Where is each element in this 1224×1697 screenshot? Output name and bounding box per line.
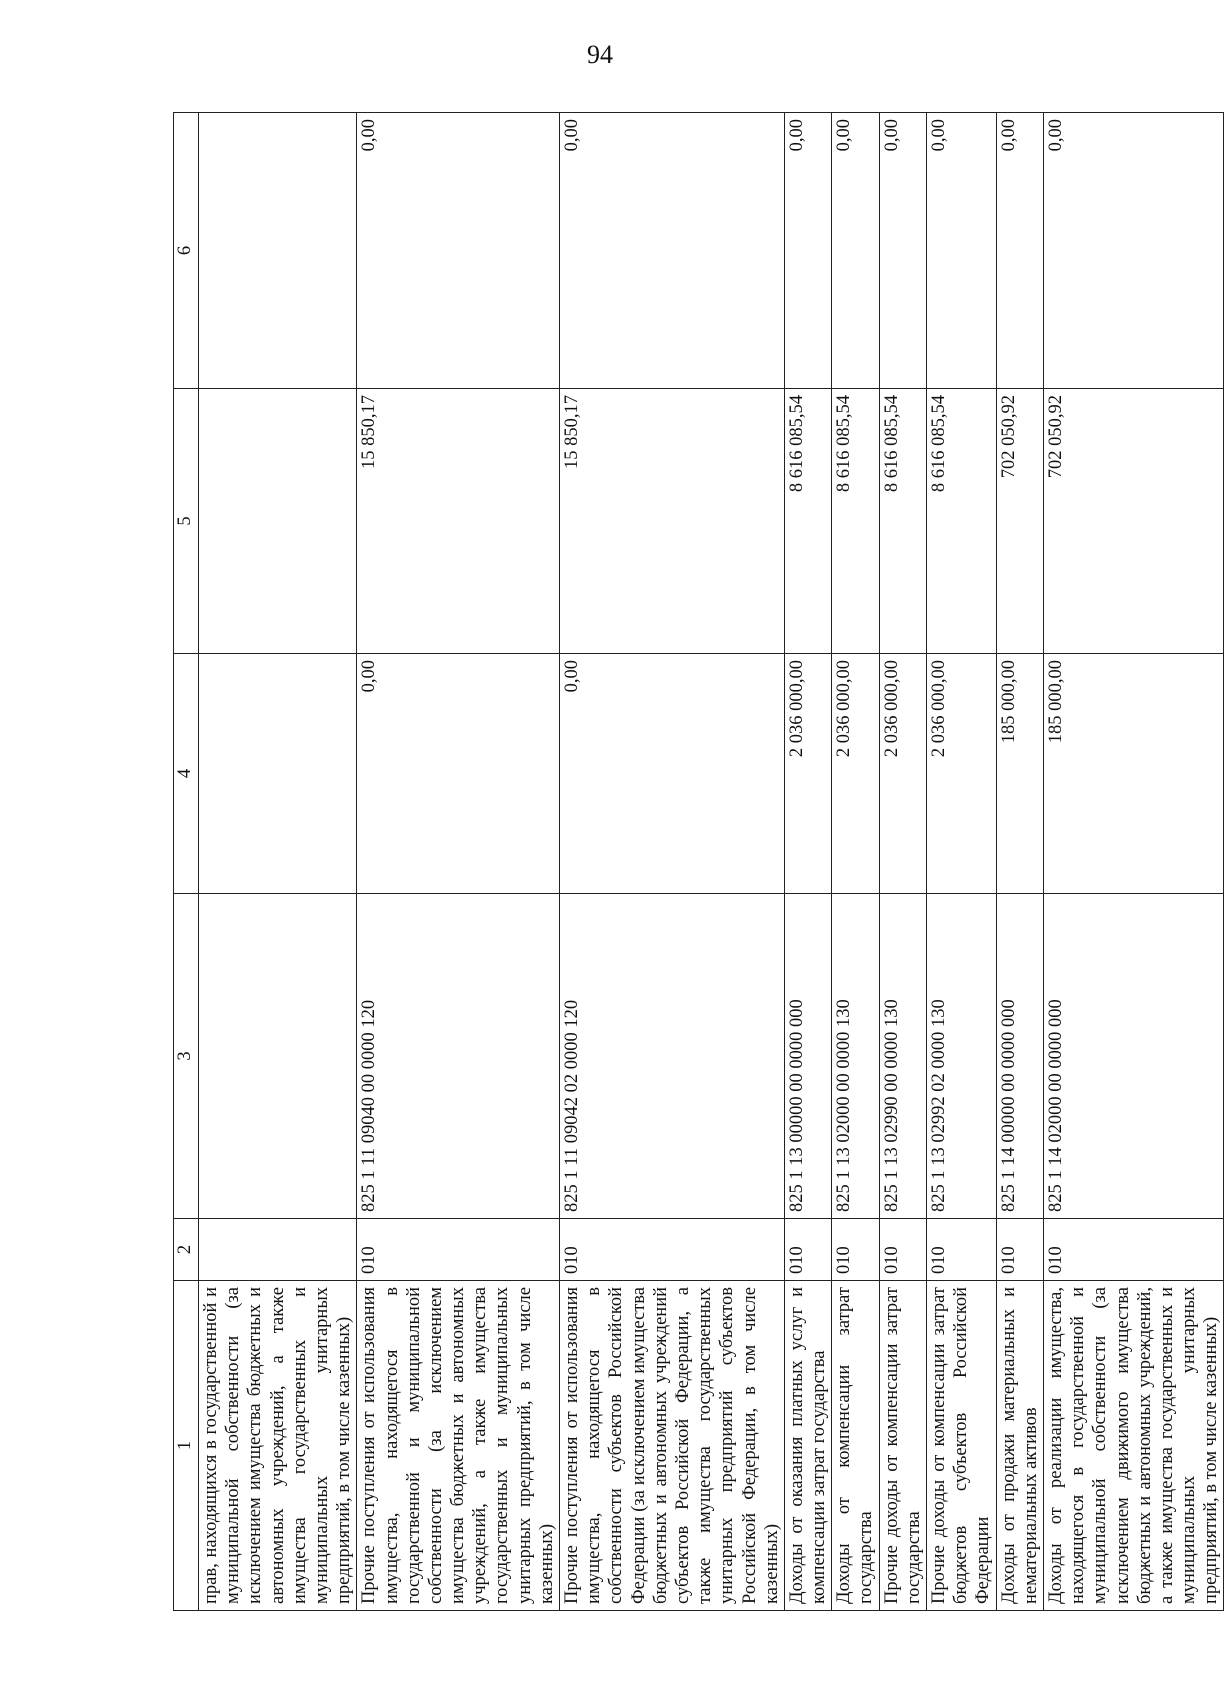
column-header: 2 (174, 1219, 199, 1281)
cell-unexecuted: 0,00 (879, 113, 926, 389)
cell-line: 010 (927, 1219, 997, 1281)
cell-unexecuted: 0,00 (784, 113, 831, 389)
column-header: 1 (174, 1281, 199, 1611)
table-row (927, 113, 997, 1611)
table-row (996, 113, 1043, 1611)
cell-line: 010 (879, 1219, 926, 1281)
cell-approved: 2 036 000,00 (784, 654, 831, 894)
report-table-rotated (173, 113, 1222, 1611)
cell-name: Доходы от оказания платных услуг и компенсации затрат государства (784, 1281, 831, 1611)
cell-unexecuted: 0,00 (357, 113, 560, 389)
page-number: 94 (587, 40, 613, 69)
cell-executed: 15 850,17 (357, 389, 560, 654)
cell-line: 010 (357, 1219, 560, 1281)
cell-approved: 2 036 000,00 (879, 654, 926, 894)
cell-code: 825 1 13 02990 00 0000 130 (879, 894, 926, 1219)
cell-approved: 0,00 (357, 654, 560, 894)
cell-unexecuted: 0,00 (996, 113, 1043, 389)
cell-line: 010 (996, 1219, 1043, 1281)
table-row (357, 113, 560, 1611)
cell-executed: 15 850,17 (560, 389, 785, 654)
cell-name: Доходы от компенсации затрат государства (832, 1281, 879, 1611)
cell-approved: 185 000,00 (996, 654, 1043, 894)
cell-approved (199, 654, 357, 894)
cell-unexecuted: 0,00 (927, 113, 997, 389)
cell-executed (199, 389, 357, 654)
cell-code: 825 1 13 02992 02 0000 130 (927, 894, 997, 1219)
cell-line: 010 (784, 1219, 831, 1281)
cell-executed: 8 616 085,54 (879, 389, 926, 654)
cell-name: прав, находящихся в государственной и муниципальной собственности (за исключением имущества бюджетных и автономных учреждений, а также имущества государственных и муниципальных унитарных предприятий, в том числе казенных) (199, 1281, 357, 1611)
cell-approved: 185 000,00 (1043, 654, 1224, 894)
cell-executed: 8 616 085,54 (927, 389, 997, 654)
cell-code: 825 1 13 00000 00 0000 000 (784, 894, 831, 1219)
column-header: 3 (174, 894, 199, 1219)
table-row (560, 113, 785, 1611)
table-row (199, 113, 357, 1611)
cell-executed: 8 616 085,54 (832, 389, 879, 654)
cell-unexecuted: 0,00 (560, 113, 785, 389)
column-header: 6 (174, 113, 199, 389)
cell-name: Прочие поступления от использования имущества, находящегося в государственной и муниципальной собственности (за исключением имущества бюджетных и автономных учреждений, а также имущества государственных и муниципальных унитарных предприятий, в том числе казенных) (357, 1281, 560, 1611)
cell-code: 825 1 14 00000 00 0000 000 (996, 894, 1043, 1219)
cell-code (199, 894, 357, 1219)
cell-name: Прочие поступления от использования имущества, находящегося в собственности субъектов Российской Федерации (за исключением имущества бюджетных и автономных учреждений субъектов Российской Федерации, а также имущества государственных унитарных предприятий субъектов Российской Федерации, в том числе казенных) (560, 1281, 785, 1611)
cell-approved: 0,00 (560, 654, 785, 894)
cell-line (199, 1219, 357, 1281)
cell-code: 825 1 14 02000 00 0000 000 (1043, 894, 1224, 1219)
cell-name: Прочие доходы от компенсации затрат бюджетов субъектов Российской Федерации (927, 1281, 997, 1611)
table-row (1043, 113, 1224, 1611)
column-header: 4 (174, 654, 199, 894)
cell-code: 825 1 11 09042 02 0000 120 (560, 894, 785, 1219)
cell-line: 010 (1043, 1219, 1224, 1281)
column-header: 5 (174, 389, 199, 654)
cell-name: Доходы от продажи материальных и нематериальных активов (996, 1281, 1043, 1611)
cell-unexecuted: 0,00 (1043, 113, 1224, 389)
cell-executed: 702 050,92 (996, 389, 1043, 654)
table-header-row (174, 113, 199, 1611)
table-row (784, 113, 831, 1611)
cell-code: 825 1 11 09040 00 0000 120 (357, 894, 560, 1219)
cell-executed: 8 616 085,54 (784, 389, 831, 654)
table-row (879, 113, 926, 1611)
cell-executed: 702 050,92 (1043, 389, 1224, 654)
cell-name: Доходы от реализации имущества, находящегося в государственной и муниципальной собственности (за исключением движимого имущества бюджетных и автономных учреждений, а также имущества государственных и муниципальных унитарных предприятий, в том числе казенных) (1043, 1281, 1224, 1611)
cell-unexecuted: 0,00 (832, 113, 879, 389)
cell-name: Прочие доходы от компенсации затрат государства (879, 1281, 926, 1611)
cell-unexecuted (199, 113, 357, 389)
cell-line: 010 (832, 1219, 879, 1281)
cell-approved: 2 036 000,00 (832, 654, 879, 894)
cell-approved: 2 036 000,00 (927, 654, 997, 894)
table-row (832, 113, 879, 1611)
income-report-table (173, 112, 1224, 1611)
cell-code: 825 1 13 02000 00 0000 130 (832, 894, 879, 1219)
cell-line: 010 (560, 1219, 785, 1281)
